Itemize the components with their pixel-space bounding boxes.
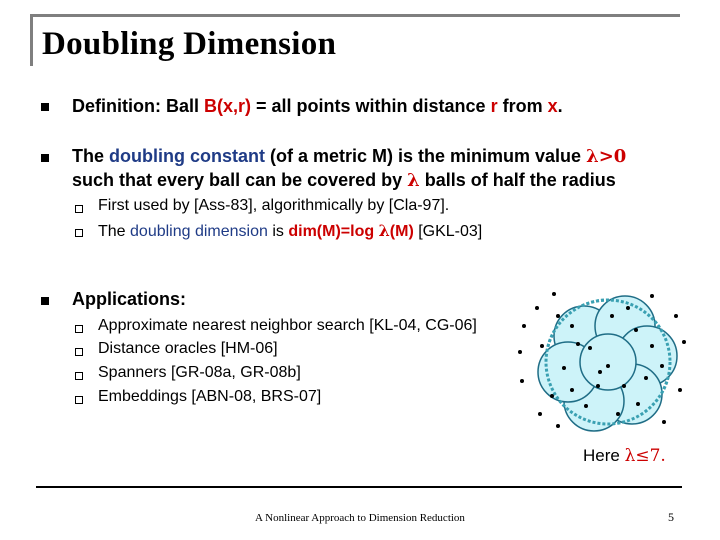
application-item: Spanners [GR-08a, GR-08b] bbox=[98, 364, 301, 381]
dd-citation: [GKL-03] bbox=[413, 223, 483, 240]
slide-title: Doubling Dimension bbox=[42, 26, 337, 62]
dim-formula bbox=[288, 223, 413, 240]
doubling-dimension-line bbox=[98, 221, 482, 241]
title-frame-top bbox=[30, 14, 680, 17]
doubling-constant-line2 bbox=[72, 170, 616, 191]
sub-bullet-marker bbox=[75, 348, 83, 356]
sub-bullet-marker bbox=[75, 325, 83, 333]
caption-prefix: Here bbox=[583, 446, 625, 465]
first-used-line: First used by [Ass-83], algorithmically by [Cla-97]. bbox=[98, 197, 450, 214]
line2-start: such that every ball can be covered by bbox=[72, 170, 408, 190]
bullet-marker bbox=[41, 154, 49, 162]
footer-text: A Nonlinear Approach to Dimension Reduction bbox=[255, 512, 465, 524]
sub-bullet-marker bbox=[75, 229, 83, 237]
caption-lambda: λ≤7. bbox=[624, 446, 666, 466]
footer-rule bbox=[36, 486, 682, 488]
formula-log: dim(M)=log bbox=[288, 223, 379, 240]
definition-prefix: Definition: Ball bbox=[72, 96, 204, 116]
text-the: The bbox=[72, 146, 110, 166]
dd-is: is bbox=[267, 223, 289, 240]
sub-bullet-marker bbox=[75, 205, 83, 213]
sub-bullet-marker bbox=[75, 396, 83, 404]
page-number: 5 bbox=[668, 510, 674, 524]
formula-lambda: λ bbox=[378, 221, 390, 240]
application-item: Approximate nearest neighbor search [KL-04, CG-06] bbox=[98, 317, 477, 334]
definition-mid2: from bbox=[497, 96, 548, 116]
doubling-dimension-term: doubling dimension bbox=[130, 223, 268, 240]
application-item: Distance oracles [HM-06] bbox=[98, 340, 278, 357]
definition-end: . bbox=[557, 96, 563, 116]
point-symbol: x bbox=[547, 96, 558, 116]
bullet-marker bbox=[41, 297, 49, 305]
application-item: Embeddings [ABN-08, BRS-07] bbox=[98, 388, 322, 405]
lambda-condition: λ>0 bbox=[586, 146, 627, 167]
doubling-constant-term: doubling constant bbox=[109, 146, 265, 166]
doubling-balls-figure bbox=[512, 286, 692, 442]
lambda-symbol: λ bbox=[407, 170, 420, 191]
bullet-marker bbox=[41, 103, 49, 111]
sub-bullet-marker bbox=[75, 372, 83, 380]
dd-prefix: The bbox=[98, 223, 131, 240]
title-frame-left bbox=[30, 14, 33, 66]
radius-symbol: r bbox=[490, 96, 498, 116]
doubling-constant-rest: (of a metric M) is the minimum value bbox=[265, 146, 587, 166]
applications-label: Applications: bbox=[72, 289, 187, 309]
small-ball bbox=[580, 334, 636, 390]
definition-line bbox=[72, 96, 563, 117]
formula-m: (M) bbox=[389, 223, 414, 240]
ball-notation: B(x,r) bbox=[204, 96, 252, 116]
line2-end: balls of half the radius bbox=[419, 170, 616, 190]
doubling-constant-line1 bbox=[72, 146, 626, 167]
definition-mid: = all points within distance bbox=[251, 96, 491, 116]
figure-caption bbox=[583, 446, 666, 466]
